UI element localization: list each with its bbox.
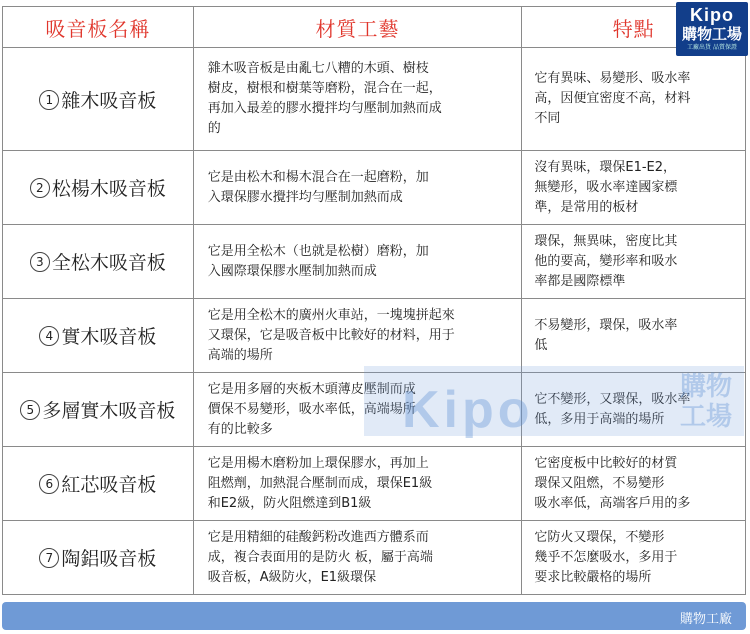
board-name-cell: [3, 521, 194, 595]
header-feature: 特點: [522, 7, 746, 48]
material-line: 樹皮，樹根和樹葉等磨粉，混合在一起，: [207, 81, 442, 96]
feature-line: 它有異味、易變形、吸水率: [534, 71, 691, 86]
material-line: 價保不易變形，吸水率低，高端場所: [207, 401, 416, 417]
feature-cell: [522, 225, 746, 299]
watermark-text-zh: 購物工場: [680, 372, 733, 432]
feature-line: 率都是國際標準: [534, 273, 626, 289]
board-name-cell: [3, 447, 194, 521]
material-cell: [193, 48, 522, 151]
header-name: 吸音板名稱: [3, 7, 194, 48]
feature-line: 低，多用于高端的場所: [534, 411, 665, 427]
material-cell: [193, 225, 522, 299]
logo-tagline: 工廠出貨 品質保證: [687, 44, 737, 51]
material-line: 和E2級，防火阻燃達到B1級: [207, 495, 372, 511]
material-line: 它是用楊木磨粉加上環保膠水，再加上: [207, 455, 429, 471]
feature-cell: [522, 373, 746, 447]
board-name: 雜木吸音板: [61, 89, 157, 112]
material-cell: [193, 521, 522, 595]
feature-line: 要求比較嚴格的場所: [534, 569, 652, 585]
table-row: [3, 151, 746, 225]
feature-cell: [522, 299, 746, 373]
feature-cell: [522, 151, 746, 225]
material-cell: [193, 299, 522, 373]
feature-line: 高，因便宜密度不高，材料: [534, 91, 691, 106]
board-name-cell: [3, 151, 194, 225]
material-line: 它是用全松木（也就是松樹）磨粉，加: [207, 243, 429, 259]
feature-line: 它密度板中比較好的材質: [534, 455, 678, 471]
board-name-cell: [3, 299, 194, 373]
comparison-table: [2, 6, 746, 595]
board-name: 多層實木吸音板: [42, 400, 176, 422]
material-cell: [193, 447, 522, 521]
feature-line: 環保又阻燃，不易變形: [534, 475, 665, 491]
row-number-badge: 5: [20, 400, 40, 420]
feature-line: 吸水率低，高端客戶用的多: [534, 495, 691, 511]
board-name: 松楊木吸音板: [51, 178, 166, 200]
feature-line: 沒有異味，環保E1-E2，: [534, 159, 677, 175]
feature-line: 低: [534, 337, 548, 353]
table-row: [3, 225, 746, 299]
material-line: 入國際環保膠水壓制加熱而成: [207, 263, 377, 279]
feature-line: 它防火又環保，不變形: [534, 529, 665, 545]
board-name: 陶鋁吸音板: [61, 548, 157, 570]
material-cell: [193, 373, 522, 447]
row-number-badge: 4: [39, 326, 59, 346]
table-row: [3, 299, 746, 373]
material-line: 它是用精細的硅酸鈣粉改進西方體系而: [207, 529, 429, 545]
material-line: 高端的場所: [207, 347, 273, 363]
feature-line: 他的要高，變形率和吸水: [534, 253, 678, 269]
table-header-row: [3, 7, 746, 48]
row-number-badge: 7: [39, 548, 59, 568]
table-row: [3, 447, 746, 521]
board-name-cell: [3, 225, 194, 299]
material-line: 它是用多層的夾板木頭薄皮壓制而成: [207, 381, 416, 397]
feature-line: 不同: [534, 111, 561, 126]
material-line: 入環保膠水攪拌均勻壓制加熱而成: [207, 189, 403, 205]
row-number-badge: 6: [39, 474, 59, 494]
feature-line: 不易變形，環保，吸水率: [534, 317, 678, 333]
feature-cell: [522, 48, 746, 151]
table-row: [3, 48, 746, 151]
feature-line: 它不變形，又環保，吸水率: [534, 391, 691, 407]
feature-line: 幾乎不怎麼吸水，多用于: [534, 549, 678, 565]
table-row: [3, 373, 746, 447]
board-name-cell: [3, 373, 194, 447]
feature-line: 環保，無異味，密度比其: [534, 233, 678, 249]
material-line: 又環保，它是吸音板中比較好的材料，用于: [207, 327, 455, 343]
material-line: 再加入最差的膠水攪拌均勻壓制加熱而成: [207, 101, 442, 116]
feature-cell: [522, 521, 746, 595]
feature-line: 無變形，吸水率達國家標: [534, 179, 678, 195]
material-cell: [193, 151, 522, 225]
row-number-badge: 1: [39, 90, 59, 110]
row-number-badge: 2: [30, 178, 50, 198]
board-name: 實木吸音板: [61, 326, 157, 348]
logo-brand-zh: 購物工場: [681, 25, 742, 43]
brand-logo: [676, 2, 748, 56]
material-line: 它是用全松木的廣州火車站，一塊塊拼起來: [207, 307, 455, 323]
material-line: 成，複合表面用的是防火 板，屬于高端: [207, 549, 433, 565]
material-line: 雜木吸音板是由亂七八糟的木頭、樹枝: [207, 61, 429, 76]
material-line: 它是由松木和楊木混合在一起磨粉，加: [207, 169, 429, 185]
row-number-badge: 3: [30, 252, 50, 272]
header-material: 材質工藝: [193, 7, 522, 48]
material-line: 吸音板，A級防火，E1級環保: [207, 569, 377, 585]
footer-bar: [2, 602, 746, 630]
logo-brand-en: Kipo: [690, 5, 734, 25]
material-line: 阻燃劑，加熱混合壓制而成，環保E1級: [207, 475, 433, 491]
board-name: 全松木吸音板: [51, 252, 166, 274]
board-name: 紅芯吸音板: [61, 474, 157, 496]
board-name-cell: [3, 48, 194, 151]
footer-label: 購物工廠: [679, 612, 732, 627]
feature-cell: [522, 447, 746, 521]
material-line: 有的比較多: [207, 421, 273, 437]
table-row: [3, 521, 746, 595]
material-line: 的: [207, 121, 221, 136]
watermark-text: Kipo: [402, 381, 534, 439]
feature-line: 準，是常用的板材: [534, 199, 639, 215]
